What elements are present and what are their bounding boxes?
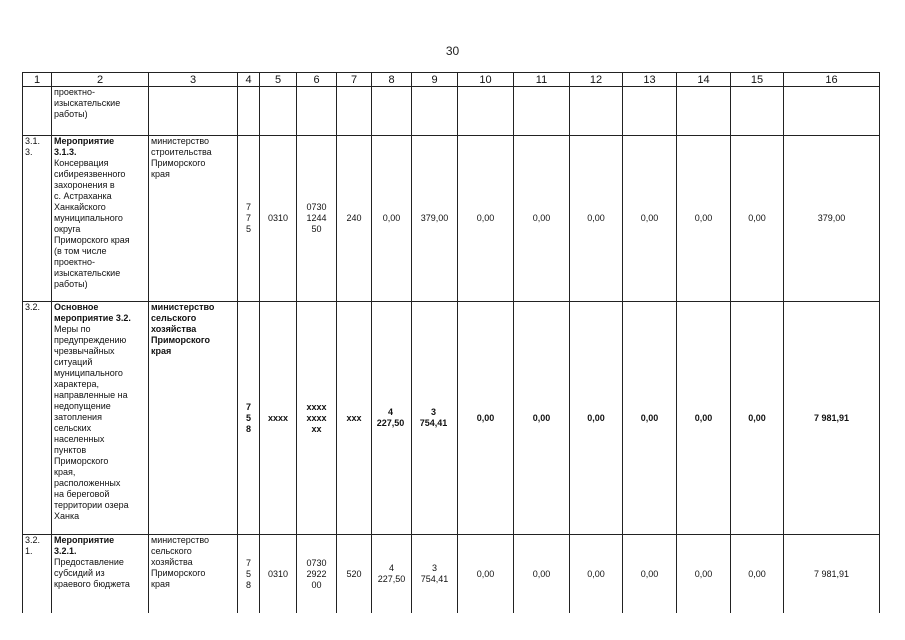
cell-val: 379,00	[412, 136, 458, 302]
cell-val	[570, 87, 623, 136]
cell-index	[23, 87, 52, 136]
cell-grbs: 7 5 8	[238, 302, 260, 535]
col-header: 14	[677, 73, 731, 87]
col-header: 5	[260, 73, 297, 87]
cell-val: 0,00	[570, 302, 623, 535]
col-header: 16	[784, 73, 880, 87]
cell-executor: министерство строительства Приморского края	[149, 136, 238, 302]
cell-total	[784, 87, 880, 136]
cell-val: 3 754,41	[412, 535, 458, 614]
col-header: 7	[337, 73, 372, 87]
cell-val: 0,00	[623, 302, 677, 535]
col-header: 12	[570, 73, 623, 87]
cell-val: 0,00	[514, 535, 570, 614]
col-header: 9	[412, 73, 458, 87]
budget-table	[22, 72, 880, 613]
col-header: 8	[372, 73, 412, 87]
cell-vr: 520	[337, 535, 372, 614]
cell-name	[52, 535, 149, 614]
cell-name-text: Консервация сибиреязвенного захоронения в с. Астраханка Ханкайского муниципального округа Приморского края (в том числе проектно- изыскательские работы)	[54, 158, 130, 289]
cell-val: 0,00	[677, 535, 731, 614]
cell-index: 3.1. 3.	[23, 136, 52, 302]
cell-val: 0,00	[677, 302, 731, 535]
cell-vr: xxx	[337, 302, 372, 535]
cell-val	[514, 87, 570, 136]
cell-total: 7 981,91	[784, 302, 880, 535]
cell-csr: xxxx xxxx xx	[297, 302, 337, 535]
cell-val: 0,00	[731, 535, 784, 614]
col-header: 1	[23, 73, 52, 87]
cell-rzpr: 0310	[260, 136, 297, 302]
col-header: 2	[52, 73, 149, 87]
cell-name	[52, 136, 149, 302]
cell-executor: министерство сельского хозяйства Приморского края	[149, 535, 238, 614]
cell-val: 0,00	[731, 302, 784, 535]
cell-vr	[337, 87, 372, 136]
cell-val: 3 754,41	[412, 302, 458, 535]
col-header: 15	[731, 73, 784, 87]
cell-val: 0,00	[458, 535, 514, 614]
col-header: 10	[458, 73, 514, 87]
table-row	[23, 87, 880, 136]
header-row	[23, 73, 880, 87]
table-row	[23, 302, 880, 535]
cell-rzpr: 0310	[260, 535, 297, 614]
table-row	[23, 136, 880, 302]
cell-name-text: Предоставление субсидий из краевого бюджета	[54, 557, 130, 589]
cell-grbs: 7 7 5	[238, 136, 260, 302]
col-header: 11	[514, 73, 570, 87]
cell-executor	[149, 87, 238, 136]
cell-val	[677, 87, 731, 136]
cell-csr: 0730 2922 00	[297, 535, 337, 614]
cell-val: 0,00	[623, 136, 677, 302]
col-header: 6	[297, 73, 337, 87]
cell-val: 4 227,50	[372, 302, 412, 535]
cell-name-text: проектно- изыскательские работы)	[54, 87, 121, 119]
cell-val	[731, 87, 784, 136]
cell-total: 379,00	[784, 136, 880, 302]
cell-val: 4 227,50	[372, 535, 412, 614]
cell-rzpr: xxxx	[260, 302, 297, 535]
cell-val	[372, 87, 412, 136]
cell-csr: 0730 1244 50	[297, 136, 337, 302]
cell-val: 0,00	[623, 535, 677, 614]
cell-val: 0,00	[458, 136, 514, 302]
cell-val	[623, 87, 677, 136]
cell-val: 0,00	[570, 136, 623, 302]
cell-name-bold: Мероприятие 3.2.1.	[54, 535, 115, 556]
col-header: 3	[149, 73, 238, 87]
cell-name-text: Меры по предупреждению чрезвычайных ситуаций муниципального характера, направленные на недопущение затопления сельских населенных пунктов Приморского края, расположенных на береговой территории озера Ханка	[54, 324, 129, 521]
cell-index: 3.2. 1.	[23, 535, 52, 614]
col-header: 13	[623, 73, 677, 87]
page-number: 30	[445, 44, 460, 58]
cell-name-bold: Основное мероприятие 3.2.	[54, 302, 131, 323]
cell-executor: министерство сельского хозяйства Приморского края	[149, 302, 238, 535]
cell-val	[412, 87, 458, 136]
cell-index: 3.2.	[23, 302, 52, 535]
cell-val: 0,00	[731, 136, 784, 302]
cell-grbs	[238, 87, 260, 136]
cell-csr	[297, 87, 337, 136]
cell-grbs: 7 5 8	[238, 535, 260, 614]
cell-rzpr	[260, 87, 297, 136]
col-header: 4	[238, 73, 260, 87]
cell-val: 0,00	[677, 136, 731, 302]
cell-val: 0,00	[458, 302, 514, 535]
cell-val: 0,00	[514, 302, 570, 535]
cell-name-bold: Мероприятие 3.1.3.	[54, 136, 115, 157]
cell-val: 0,00	[372, 136, 412, 302]
cell-vr: 240	[337, 136, 372, 302]
cell-val	[458, 87, 514, 136]
cell-val: 0,00	[514, 136, 570, 302]
cell-name	[52, 302, 149, 535]
cell-total: 7 981,91	[784, 535, 880, 614]
cell-name	[52, 87, 149, 136]
table-row	[23, 535, 880, 614]
cell-val: 0,00	[570, 535, 623, 614]
